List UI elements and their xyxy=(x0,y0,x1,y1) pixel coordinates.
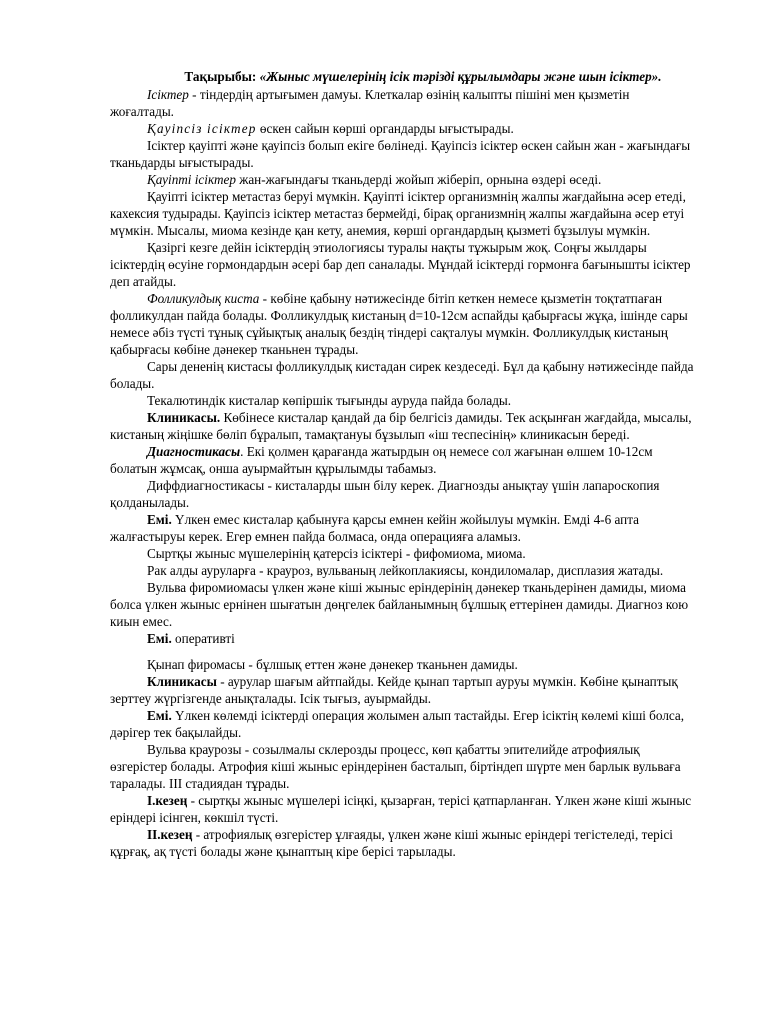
paragraph xyxy=(110,409,696,443)
term: Емі. xyxy=(147,512,172,527)
term: Клиникасы xyxy=(147,674,217,689)
term: Қауіпті ісіктер xyxy=(147,172,236,187)
paragraph xyxy=(110,239,696,290)
paragraph-text: Ісіктер қауіпті және қауіпсіз болып екіге бөлінеді. Қауіпсіз ісіктер өскен сайын жан - жағындағы тканьдарды ығыстырады. xyxy=(110,138,691,170)
paragraph xyxy=(110,792,696,826)
term: Фолликулдық киста xyxy=(147,291,260,306)
paragraph xyxy=(110,545,696,562)
paragraph xyxy=(110,290,696,358)
term: Диагностикасы xyxy=(147,444,241,459)
paragraph xyxy=(110,137,696,171)
term: Қауіпсіз ісіктер xyxy=(147,121,257,136)
paragraph-text: - сыртқы жыныс мүшелері ісіңкі, қызарған, терісі қатпарланған. Үлкен және кіші жыныс еріндері ісінген, көкшіл түсті. xyxy=(110,793,692,825)
paragraph-text: Көбінесе кисталар қандай да бір белгісіз дамиды. Тек асқынған жағдайда, мысалы, кистаның жіңішке бөліп бұралып, тамақтануы бұзылып «іш теспесінің» клиникасын береді. xyxy=(110,410,692,442)
paragraph xyxy=(110,630,696,647)
term: I.кезең xyxy=(147,793,188,808)
paragraph-text: Қазіргі кезге дейін ісіктердің этиологиясы туралы нақты тұжырым жоқ. Соңғы жылдары ісіктердің өсуіне гормондардын әсері бар деп саналады. Мұндай ісіктерді гормонға бағынышты ісіктер деп атайды. xyxy=(110,240,691,289)
title-prefix: Тақырыбы: xyxy=(184,69,260,84)
title-main: «Жыныс мүшелерінің ісік тәрізді құрылымдары және шын ісіктер». xyxy=(259,69,662,84)
paragraph-text: өскен сайын көрші органдарды ығыстырады. xyxy=(256,121,514,136)
term: Емі. xyxy=(147,631,172,646)
paragraph xyxy=(110,188,696,239)
paragraph xyxy=(110,511,696,545)
term: Клиникасы. xyxy=(147,410,221,425)
paragraph-text: - атрофиялық өзгерістер ұлғаяды, үлкен және кіші жыныс еріндері тегістеледі, терісі құрғақ, ақ түсті болады және қынаптың кіре берісі тарылады. xyxy=(110,827,673,859)
paragraph xyxy=(110,656,696,673)
paragraph-text: Үлкен көлемді ісіктерді операция жолымен алып тастайды. Егер ісіктің көлемі кіші болса, дәрігер тек бақылайды. xyxy=(110,708,685,740)
paragraph-text: Диффдиагностикасы - кисталарды шын білу керек. Диагнозды анықтау үшін лапароскопия қолданылады. xyxy=(110,478,660,510)
paragraph-text: - аурулар шағым айтпайды. Кейде қынап тартып ауруы мүмкін. Көбіне қынаптық зерттеу жүргізгенде анықталады. Ісік тығыз, ауырмайды. xyxy=(110,674,678,706)
paragraph-text: Үлкен емес кисталар қабынуға қарсы емнен кейін жойылуы мүмкін. Емді 4-6 апта жалғастыруы керек. Егер емнен пайда болмаса, онда операцияға аламыз. xyxy=(110,512,639,544)
paragraph-text: Қауіпті ісіктер метастаз беруі мүмкін. Қауіпті ісіктер организмнің жалпы жағдайына әсер етеді, кахексия тудырады. Қауіпсіз ісіктер метастаз бермейді, бірақ организмнің жалпы жағдайына әсер етуі мүмкін. Мысалы, миома кезінде қан кету, анемия, көрші органдардың қызметі бұзылуы мүмкін. xyxy=(110,189,686,238)
paragraph-text: . Екі қолмен қарағанда жатырдын оң немесе сол жағынан өлшем 10-12см болатын жұмсақ, онша ауырмайтын құрылымды табамыз. xyxy=(110,444,653,476)
paragraph-text: Вульва краурозы - созылмалы склерозды процесс, көп қабатты эпителийде атрофиялық өзгерістер болады. Атрофия кіші жыныс еріндерінен басталып, біртіндеп шүрте мен барлык вульваға таралады. III стадиядан тұрады. xyxy=(110,742,681,791)
paragraph xyxy=(110,358,696,392)
paragraph xyxy=(110,392,696,409)
paragraph-text: жан-жағындағы тканьдерді жойып жіберіп, орнына өздері өседі. xyxy=(235,172,602,187)
paragraph xyxy=(110,120,696,137)
paragraph xyxy=(110,562,696,579)
paragraph xyxy=(110,707,696,741)
paragraph xyxy=(110,477,696,511)
paragraph-text: Сыртқы жыныс мүшелерінің қатерсіз ісіктері - фифомиома, миома. xyxy=(147,546,526,561)
paragraph-text: Вульва фиромиомасы үлкен және кіші жыныс еріндерінің дәнекер тканьдерінен дамиды, миома болса үлкен жыныс ернінен шығатын дөңгелек байланымның бұлшық еттерінен дамиды. Диагноз кою киын емес. xyxy=(110,580,689,629)
document-title xyxy=(110,68,696,85)
blank-line xyxy=(110,647,696,656)
paragraph-text: - тіндердің артығымен дамуы. Клеткалар өзінің калыпты пішіні мен қызметін жоғалтады. xyxy=(110,87,630,119)
paragraph xyxy=(110,443,696,477)
paragraph-text: Рак алды ауруларға - крауроз, вульваның лейкоплакиясы, кондиломалар, дисплазия жатады. xyxy=(147,563,664,578)
term: II.кезең xyxy=(147,827,193,842)
paragraph-text: Текалютиндік кисталар көпіршік тығынды ауруда пайда болады. xyxy=(147,393,512,408)
paragraph xyxy=(110,579,696,630)
paragraph xyxy=(110,741,696,792)
paragraph xyxy=(110,826,696,860)
paragraph xyxy=(110,86,696,120)
paragraph-text: Қынап фиромасы - бұлшық еттен және дәнекер тканьнен дамиды. xyxy=(147,657,518,672)
term: Ісіктер xyxy=(147,87,189,102)
paragraph-text: - көбіне қабыну нәтижесінде бітіп кеткен немесе қызметін тоқтатпаған фолликулдан пайда болады. Фолликулдық кистаның d=10-12см аспайды қабырғасы жұқа, ішінде сары немесе әбіз түсті тұнық сұйықтық аналық бездің тіндері сақталуы мүмкін. Фолликулдық кистаның қабырғасы көбіне дәнекер тканьнен тұрады. xyxy=(110,291,688,357)
paragraph-text: Сары дененің кистасы фолликулдық кистадан сирек кездеседі. Бұл да қабыну нәтижесінде пайда болады. xyxy=(110,359,694,391)
paragraph xyxy=(110,673,696,707)
term: Емі. xyxy=(147,708,172,723)
paragraph-text: оперативті xyxy=(171,631,235,646)
paragraph xyxy=(110,171,696,188)
